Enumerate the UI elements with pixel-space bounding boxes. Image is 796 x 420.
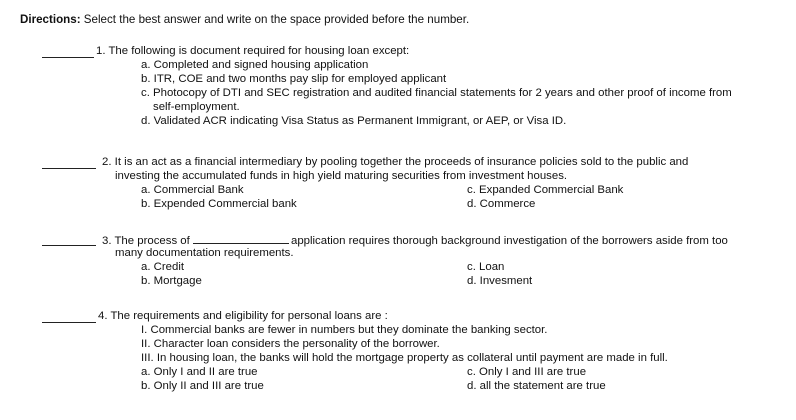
question-1-stem: 1. The following is document required for housing loan except: <box>96 45 410 57</box>
q3-option-a: a. Credit <box>141 261 185 273</box>
q1-option-a: a. Completed and signed housing application <box>141 59 369 71</box>
question-2-stem-line1: 2. It is an act as a financial intermediary by pooling together the proceeds of insurance policies sold to the public and <box>102 156 689 168</box>
q4-option-b: b. Only II and III are true <box>141 380 264 392</box>
q4-option-d: d. all the statement are true <box>467 380 606 392</box>
directions-label: Directions: <box>20 13 81 26</box>
q1-option-d: d. Validated ACR indicating Visa Status as Permanent Immigrant, or AEP, or Visa ID. <box>141 115 567 127</box>
question-2-stem-line2: investing the accumulated funds in high yield maturing securities from investment houses. <box>115 170 568 182</box>
q3-option-c: c. Loan <box>467 261 505 273</box>
question-4-stem: 4. The requirements and eligibility for personal loans are : <box>98 310 388 322</box>
answer-blank-1[interactable] <box>42 57 94 58</box>
fill-in-blank-3[interactable] <box>193 233 289 244</box>
question-3-stem <box>102 233 728 248</box>
q4-statement-3: III. In housing loan, the banks will hold the mortgage property as collateral until payment are made in full. <box>141 352 668 364</box>
q1-option-c: c. Photocopy of DTI and SEC registration and audited financial statements for 2 years and other proof of income from <box>141 87 732 99</box>
q4-statement-2: II. Character loan considers the personality of the borrower. <box>141 338 440 350</box>
question-3-stem-before: 3. The process of <box>102 235 190 247</box>
question-3-stem-line2: many documentation requirements. <box>115 247 294 259</box>
q2-option-b: b. Expended Commercial bank <box>141 198 297 210</box>
directions <box>20 13 469 26</box>
q3-option-b: b. Mortgage <box>141 275 202 287</box>
answer-blank-3[interactable] <box>42 245 96 246</box>
q2-option-d: d. Commerce <box>467 198 536 210</box>
q2-option-c: c. Expanded Commercial Bank <box>467 184 624 196</box>
question-3-stem-after: application requires thorough background investigation of the borrowers aside from too <box>290 235 728 247</box>
q4-option-c: c. Only I and III are true <box>467 366 587 378</box>
answer-blank-2[interactable] <box>42 168 96 169</box>
q4-option-a: a. Only I and II are true <box>141 366 258 378</box>
q4-statement-1: I. Commercial banks are fewer in numbers but they dominate the banking sector. <box>141 324 548 336</box>
q3-option-d: d. Invesment <box>467 275 533 287</box>
answer-blank-4[interactable] <box>42 322 96 323</box>
q1-option-c-cont: self-employment. <box>153 101 240 113</box>
directions-text: Select the best answer and write on the space provided before the number. <box>80 13 470 26</box>
q2-option-a: a. Commercial Bank <box>141 184 244 196</box>
q1-option-b: b. ITR, COE and two months pay slip for employed applicant <box>141 73 447 85</box>
